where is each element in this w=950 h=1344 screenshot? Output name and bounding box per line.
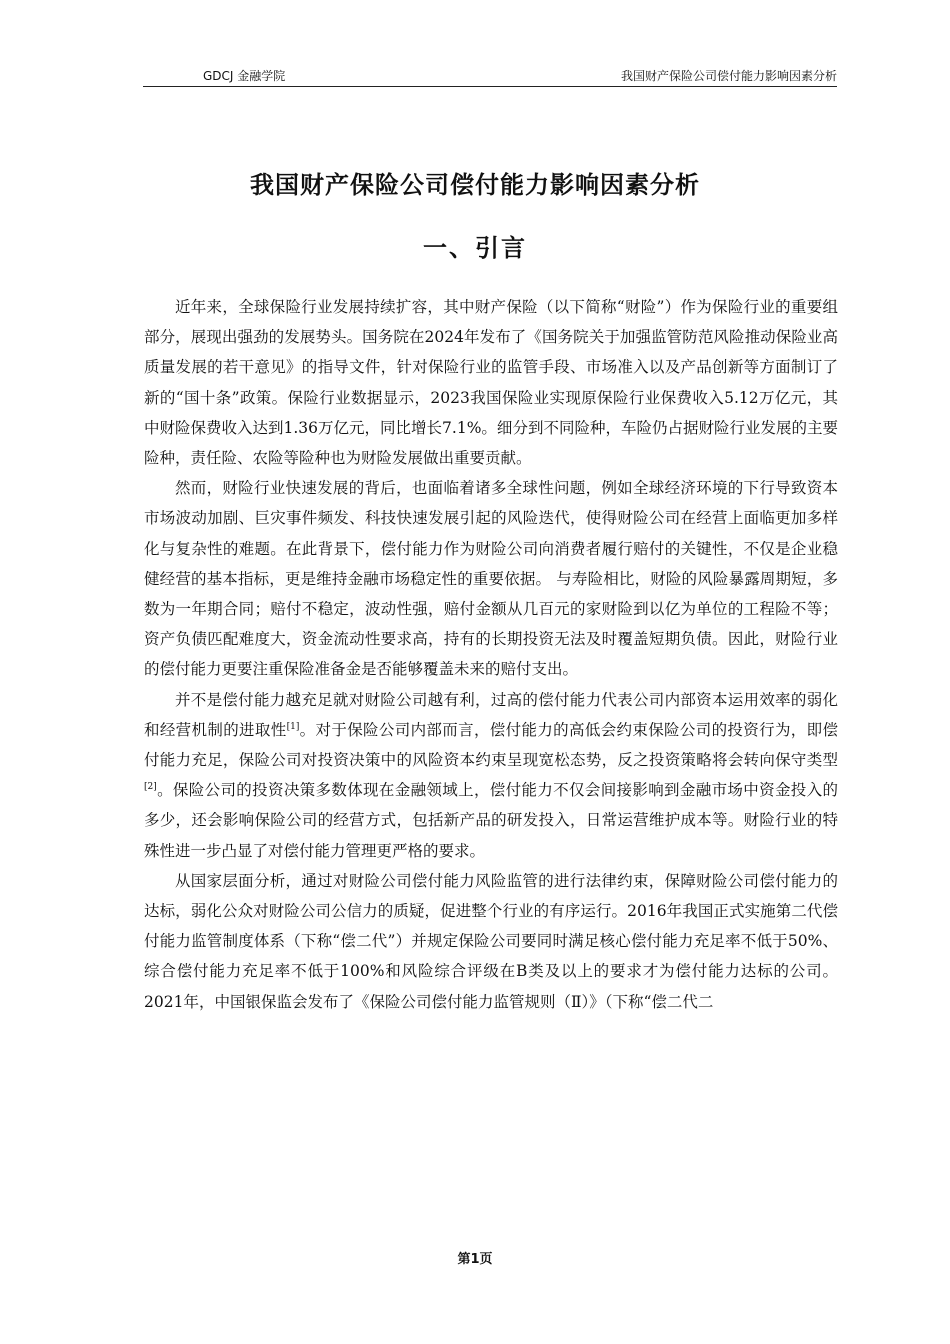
paragraph-3 xyxy=(144,685,838,866)
page-number: 第1页 xyxy=(457,1252,493,1267)
section-heading-introduction: 一、引言 xyxy=(423,234,527,262)
citation-1[interactable]: [1] xyxy=(286,721,300,732)
paragraph-4: 从国家层面分析，通过对财险公司偿付能力风险监管的进行法律约束，保障财险公司偿付能力的达标，弱化公众对财险公司公信力的质疑，促进整个行业的有序运行。2016年我国正式实施第二代偿付能力监管制度体系（下称“偿二代”）并规定保险公司要同时满足核心偿付能力充足率不低于50%、综合偿付能力充足率不低于100%和风险综合评级在B类及以上的要求才为偿付能力达标的公司。2021年，中国银保监会发布了《保险公司偿付能力监管规则（Ⅱ）》（下称“偿二代二 xyxy=(144,871,838,1011)
running-header xyxy=(143,66,837,87)
paragraph-3-part-a: 并不是偿付能力越充足就对财险公司越有利，过高的偿付能力代表公司内部资本运用效率的弱化和经营机制的进取性 xyxy=(144,690,838,739)
header-paper-title: 我国财产保险公司偿付能力影响因素分析 xyxy=(620,69,837,83)
citation-2[interactable]: [2] xyxy=(144,782,157,793)
header-institution: GDCJ 金融学院 xyxy=(203,69,286,83)
paragraph-3-part-b: 。对于保险公司内部而言，偿付能力的高低会约束保险公司的投资行为，即偿付能力充足，保险公司对投资决策中的风险资本约束呈现宽松态势，反之投资策略将会转向保守类型 xyxy=(144,720,838,770)
paragraph-1: 近年来，全球保险行业发展持续扩容，其中财产保险（以下简称“财险”）作为保险行业的重要组部分，展现出强劲的发展势头。国务院在2024年发布了《国务院关于加强监管防范风险推动保险业高质量发展的若干意见》的指导文件，针对保险行业的监管手段、市场准入以及产品创新等方面制订了新的“国十条”政策。保险行业数据显示，2023我国保险业实现原保险行业保费收入5.12万亿元，其中财险保费收入达到1.36万亿元，同比增长7.1%。细分到不同险种，车险仍占据财险行业发展的主要险种，责任险、农险等险种也为财险发展做出重要贡献。 xyxy=(144,298,838,468)
paragraph-2: 然而，财险行业快速发展的背后，也面临着诸多全球性问题，例如全球经济环境的下行导致资本市场波动加剧、巨灾事件频发、科技快速发展引起的风险迭代，使得财险公司在经营上面临更加多样化与复杂性的难题。在此背景下，偿付能力作为财险公司向消费者履行赔付的关键性，不仅是企业稳健经营的基本指标，更是维持金融市场稳定性的重要依据。 与寿险相比，财险的风险暴露周期短，多数为一年期合同；赔付不稳定，波动性强，赔付金额从几百元的家财险到以亿为单位的工程险不等；资产负债匹配难度大，资金流动性要求高，持有的长期投资无法及时覆盖短期负债。因此，财险行业的偿付能力更要注重保险准备金是否能够覆盖未来的赔付支出。 xyxy=(144,479,838,679)
body-text xyxy=(144,292,838,1017)
paragraph-3-part-c: 。保险公司的投资决策多数体现在金融领域上，偿付能力不仅会间接影响到金融市场中资金投入的多少，还会影响保险公司的经营方式，包括新产品的研发投入，日常运营维护成本等。财险行业的特殊性进一步凸显了对偿付能力管理更严格的要求。 xyxy=(144,781,838,860)
paper-title: 我国财产保险公司偿付能力影响因素分析 xyxy=(250,171,700,199)
